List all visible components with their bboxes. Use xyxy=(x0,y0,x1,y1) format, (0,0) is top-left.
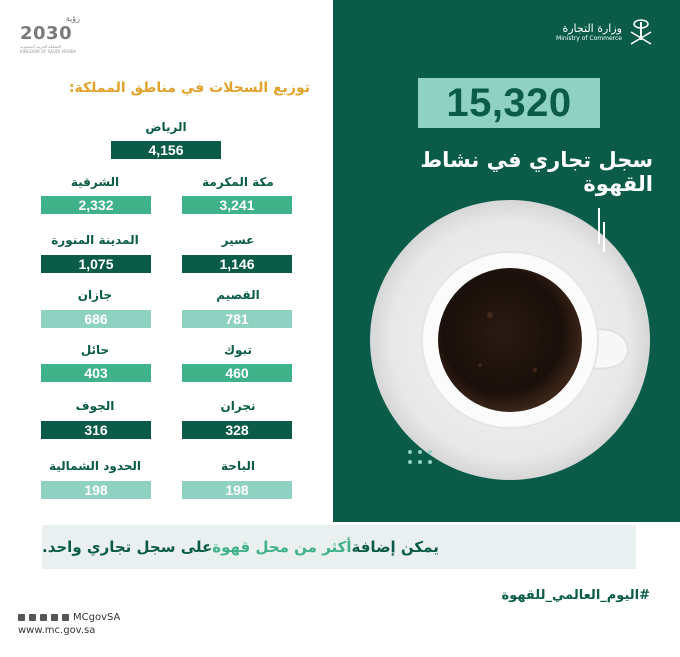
note-part3: على سجل تجاري واحد. xyxy=(42,538,213,556)
region-count: 3,241 xyxy=(182,196,292,214)
region-count: 1,075 xyxy=(41,255,151,273)
region-count: 781 xyxy=(182,310,292,328)
ministry-name-en: Ministry of Commerce xyxy=(556,35,622,42)
vision-year: 2030 xyxy=(20,23,73,44)
region-name: الجوف xyxy=(75,399,115,413)
ministry-name-ar: وزارة التجارة xyxy=(562,22,622,35)
linkedin-icon[interactable] xyxy=(62,614,69,621)
vision-tagline: المملكة العربية السعودية xyxy=(20,44,62,49)
region-name: عسير xyxy=(221,233,255,247)
region-name: المدينة المنورة xyxy=(51,233,139,247)
region-name: الشرقية xyxy=(70,175,120,189)
region-name: نجران xyxy=(220,399,256,413)
vision-2030-logo xyxy=(20,14,80,54)
info-note xyxy=(42,525,636,569)
region-count: 4,156 xyxy=(111,141,221,159)
region-name: الرياض xyxy=(145,120,187,134)
region-count: 328 xyxy=(182,421,292,439)
region-count: 403 xyxy=(41,364,151,382)
region-count: 198 xyxy=(182,481,292,499)
website-link[interactable]: www.mc.gov.sa xyxy=(18,625,96,636)
coffee-cup-icon xyxy=(360,200,660,500)
ministry-logo-text xyxy=(556,22,622,42)
headline: سجل تجاري في نشاط القهوة xyxy=(420,148,653,196)
region-name: الحدود الشمالية xyxy=(48,459,142,473)
region-count: 316 xyxy=(41,421,151,439)
decor-dots xyxy=(408,450,438,480)
social-handle[interactable]: MCgovSA xyxy=(73,612,121,623)
region-name: حائل xyxy=(80,343,110,357)
note-highlight: أكثر من محل قهوة xyxy=(212,538,352,556)
note-part1: يمكن إضافة xyxy=(351,538,439,556)
vision-tagline-en: KINGDOM OF SAUDI ARABIA xyxy=(20,49,77,54)
instagram-icon[interactable] xyxy=(29,614,36,621)
region-name: تبوك xyxy=(224,343,252,357)
saudi-emblem-icon xyxy=(627,18,655,48)
twitter-icon[interactable] xyxy=(18,614,25,621)
social-links xyxy=(18,612,120,623)
region-name: الباحة xyxy=(221,459,255,473)
total-records-count: 15,320 xyxy=(418,78,600,128)
vision-arabic: رؤية xyxy=(65,14,80,23)
region-count: 1,146 xyxy=(182,255,292,273)
facebook-icon[interactable] xyxy=(40,614,47,621)
region-count: 460 xyxy=(182,364,292,382)
hashtag: #اليوم_العالمي_للقهوة xyxy=(501,588,650,603)
section-title: توزيع السجلات في مناطق المملكة: xyxy=(68,80,310,96)
region-name: جازان xyxy=(77,288,113,302)
region-count: 198 xyxy=(41,481,151,499)
region-name: القصيم xyxy=(216,288,260,302)
region-count: 2,332 xyxy=(41,196,151,214)
region-name: مكة المكرمة xyxy=(202,175,274,189)
region-count: 686 xyxy=(41,310,151,328)
youtube-icon[interactable] xyxy=(51,614,58,621)
decor-lines xyxy=(598,208,606,268)
